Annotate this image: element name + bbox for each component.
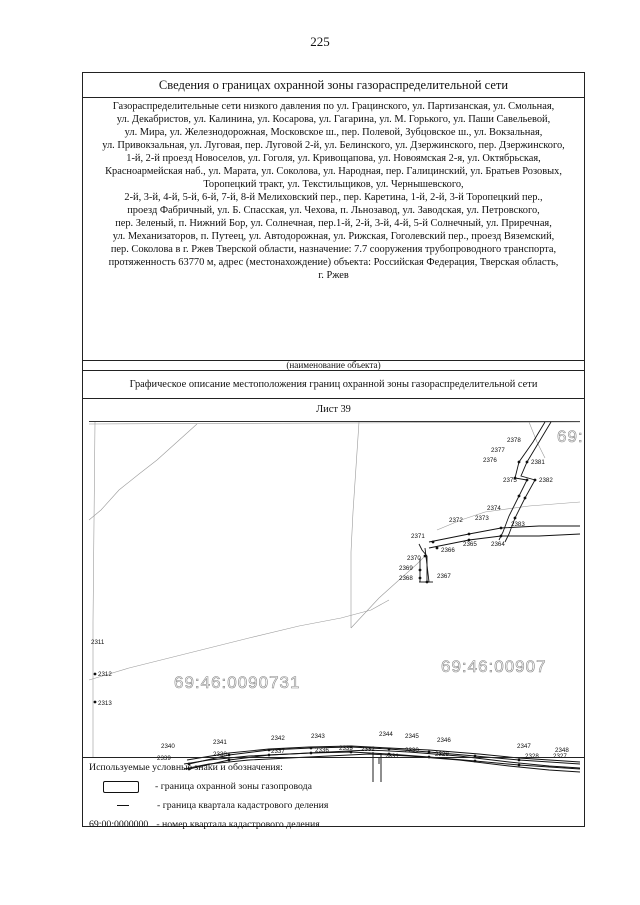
description-line: ул. Привокзальная, ул. Луговая, пер. Луговой 2-й, ул. Белинского, ул. Дзержинского, пер. Дзержинского, [102,140,565,151]
description-line: Торопецкий тракт, ул. Текстильщиков, ул. Чернышевского, [203,179,464,190]
point-label: 2377 [491,447,505,454]
point-label: 2339 [157,755,171,762]
point-label: 2340 [161,743,175,750]
point-label: 2342 [271,735,285,742]
sheet-label: Лист 39 [316,404,351,415]
description-line: г. Ржев [318,270,349,281]
description-line: Газораспределительные сети низкого давления по ул. Грацинского, ул. Партизанская, ул. Смольная, [112,101,555,112]
point-label: 2313 [98,700,112,707]
point-label: 2374 [487,505,501,512]
section-title: Сведения о границах охранной зоны газораспределительной сети [83,73,584,98]
legend-title: Используемые условные знаки и обозначения: [89,762,283,773]
description-line: пер. Зеленый, п. Нижний Бор, ул. Солнечная, пер.1-й, 2-й, 3-й, 4-й, 5-й Солнечный, ул. Приречная, [115,218,552,229]
point-label: 2338 [213,751,227,758]
point-label: 2344 [379,731,393,738]
point-label: 2312 [98,671,112,678]
description-line: пер. Соколова в г. Ржев Тверской области, назначение: 7.7 сооружения трубопроводного транспорта, [110,244,557,255]
quarter-number-code: 69:00:0000000 [89,819,149,830]
cadastral-number: 69:46:00907 [441,657,547,676]
point-label: 2371 [411,533,425,540]
point-label: 2346 [437,737,451,744]
description-line: ул. Мира, ул. Железнодорожная, Московское ш., пер. Полевой, Зубцовское ш., ул. Вокзальная, [124,127,543,138]
point-label: 2348 [555,747,569,754]
description-line: 1-й, 2-й проезд Новоселов, ул. Гоголя, ул. Кривощапова, ул. Новоямская 2-я, ул. Октябрьская, [126,153,541,164]
point-label: 2347 [517,743,531,750]
point-label: 2367 [437,573,451,580]
page-number: 225 [310,34,330,49]
point-label: 2375 [503,477,517,484]
legend-item-zone-boundary: - граница охранной зоны газопровода [89,780,312,794]
point-label: 2330 [405,747,419,754]
point-label: 2370 [407,555,421,562]
point-label: 2378 [507,437,521,444]
cadastral-map [89,421,584,762]
description-line: протяженность 63770 м, адрес (местонахождение) объекта: Российская Федерация, Тверская область, [108,257,559,268]
cadastral-number: 69:46:0090731 [174,673,301,692]
point-label: 2332 [361,746,375,753]
point-label: 2372 [449,517,463,524]
point-label: 2345 [405,733,419,740]
description-line: ул. Механизаторов, п. Путеец, ул. Автодорожная, ул. Рижская, Гоголевский пер., проезд Вяземский, [112,231,555,242]
point-label: 2366 [441,547,455,554]
point-label: 2383 [511,521,525,528]
point-label: 2341 [213,739,227,746]
zone-boundary-symbol-icon [103,781,139,793]
point-label: 2382 [539,477,553,484]
point-label: 2337 [271,748,285,755]
legend-item-quarter-boundary: - граница квартала кадастрового деления [89,799,328,813]
object-name-caption: (наименование объекта) [83,361,584,371]
point-label: 2364 [491,541,505,548]
quarter-boundary-symbol-icon [117,805,129,806]
description-line: ул. Декабристов, ул. Калинина, ул. Косарова, ул. Гагарина, ул. М. Горького, ул. Паши Савельевой, [116,114,551,125]
point-label: 2365 [463,541,477,548]
point-label: 2329 [435,751,449,758]
point-label: 2336 [315,747,329,754]
cadastral-number: 69: [557,427,584,446]
point-label: 2381 [531,459,545,466]
legend-item-quarter-number: 69:00:0000000 - номер квартала кадастрового деления [89,819,320,830]
point-label: 2373 [475,515,489,522]
point-label: 2368 [399,575,413,582]
graphic-description-heading: Графическое описание местоположения границ охранной зоны газораспределительной сети [83,371,584,399]
document-frame [82,72,585,830]
description-line: проезд Фабричный, ул. Б. Спасская, ул. Чехова, п. Льнозавод, ул. Заводская, ул. Петровского, [127,205,540,216]
point-label: 2311 [91,639,105,646]
point-label: 2328 [525,753,539,760]
point-label: 2335 [339,745,353,752]
point-label: 2369 [399,565,413,572]
description-line: 2-й, 3-й, 4-й, 5-й, 6-й, 7-й, 8-й Мелиховский пер., пер. Каретина, 1-й, 2-й, 3-й Торопецкий пер., [124,192,543,203]
point-labels [89,422,580,762]
description-line: Красноармейская наб., ул. Марата, ул. Соколова, ул. Народная, пер. Галицинский, ул. Братьев Розовых, [105,166,562,177]
point-label: 2376 [483,457,497,464]
point-label: 2331 [385,753,399,760]
object-description [83,98,584,361]
point-label: 2343 [311,733,325,740]
point-label: 2327 [553,753,567,760]
legend [83,757,584,830]
